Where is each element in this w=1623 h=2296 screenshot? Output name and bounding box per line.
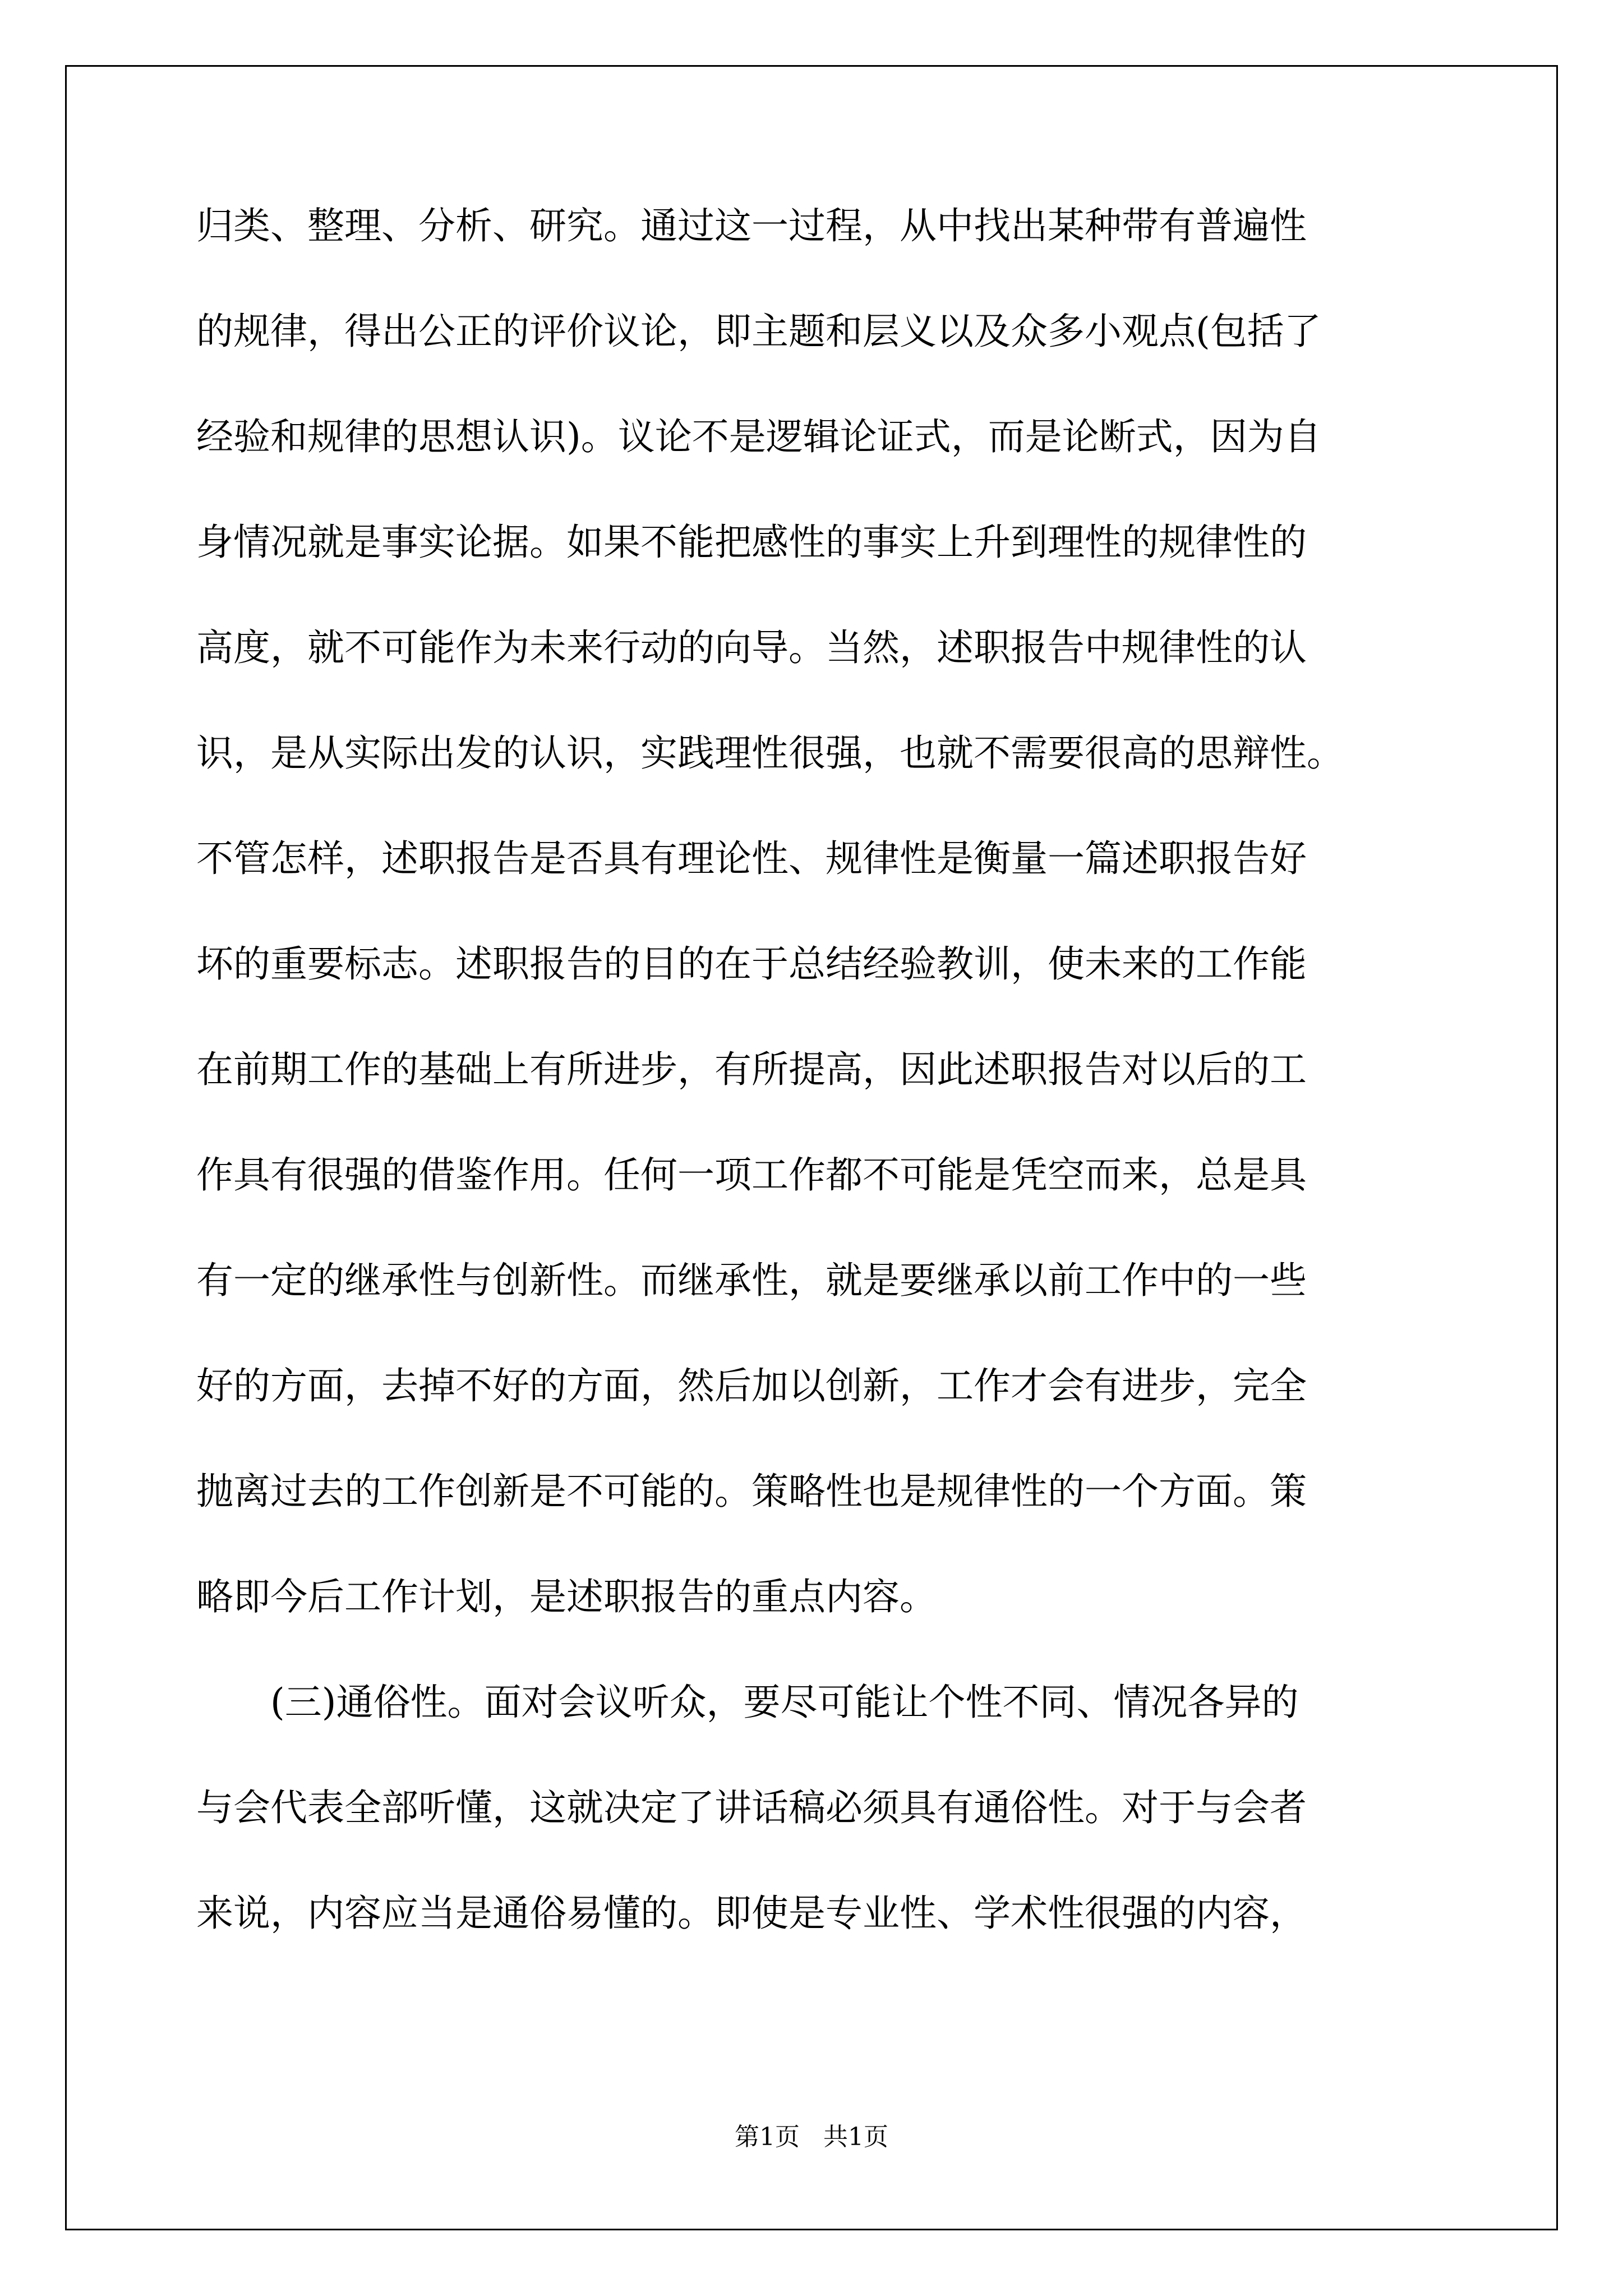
section-heading-line: (三)通俗性。面对会议听众，要尽可能让个性不同、情况各异的: [270, 1681, 1299, 1724]
text-line: 抛离过去的工作创新是不可能的。策略性也是规律性的一个方面。策: [196, 1470, 1307, 1513]
text-line: 识，是从实际出发的认识，实践理性很强，也就不需要很高的思辩性。: [196, 731, 1344, 775]
text-line: 高度，就不可能作为未来行动的向导。当然，述职报告中规律性的认: [196, 626, 1307, 669]
text-line: 不管怎样，述职报告是否具有理论性、规律性是衡量一篇述职报告好: [196, 837, 1307, 880]
text-line: 归类、整理、分析、研究。通过这一过程，从中找出某种带有普遍性: [196, 204, 1307, 247]
text-line: 有一定的继承性与创新性。而继承性，就是要继承以前工作中的一些: [196, 1259, 1307, 1302]
page-footer: 第1页 共1页: [735, 2123, 888, 2151]
text-line: 身情况就是事实论据。如果不能把感性的事实上升到理性的规律性的: [196, 521, 1307, 564]
text-line: 坏的重要标志。述职报告的目的在于总结经验教训，使未来的工作能: [196, 942, 1307, 986]
text-line: 在前期工作的基础上有所进步，有所提高，因此述职报告对以后的工: [196, 1048, 1307, 1091]
text-line: 略即今后工作计划，是述职报告的重点内容。: [196, 1575, 937, 1618]
text-line: 作具有很强的借鉴作用。任何一项工作都不可能是凭空而来，总是具: [196, 1153, 1307, 1197]
text-line: 来说，内容应当是通俗易懂的。即使是专业性、学术性很强的内容，: [196, 1892, 1307, 1935]
text-line: 的规律，得出公正的评价议论，即主题和层义以及众多小观点(包括了: [196, 310, 1321, 353]
text-line: 与会代表全部听懂，这就决定了讲话稿必须具有通俗性。对于与会者: [196, 1786, 1307, 1829]
text-line: 好的方面，去掉不好的方面，然后加以创新，工作才会有进步，完全: [196, 1364, 1307, 1407]
text-line: 经验和规律的思想认识)。议论不是逻辑论证式，而是论断式，因为自: [196, 415, 1321, 458]
document-body: [196, 204, 1430, 2000]
